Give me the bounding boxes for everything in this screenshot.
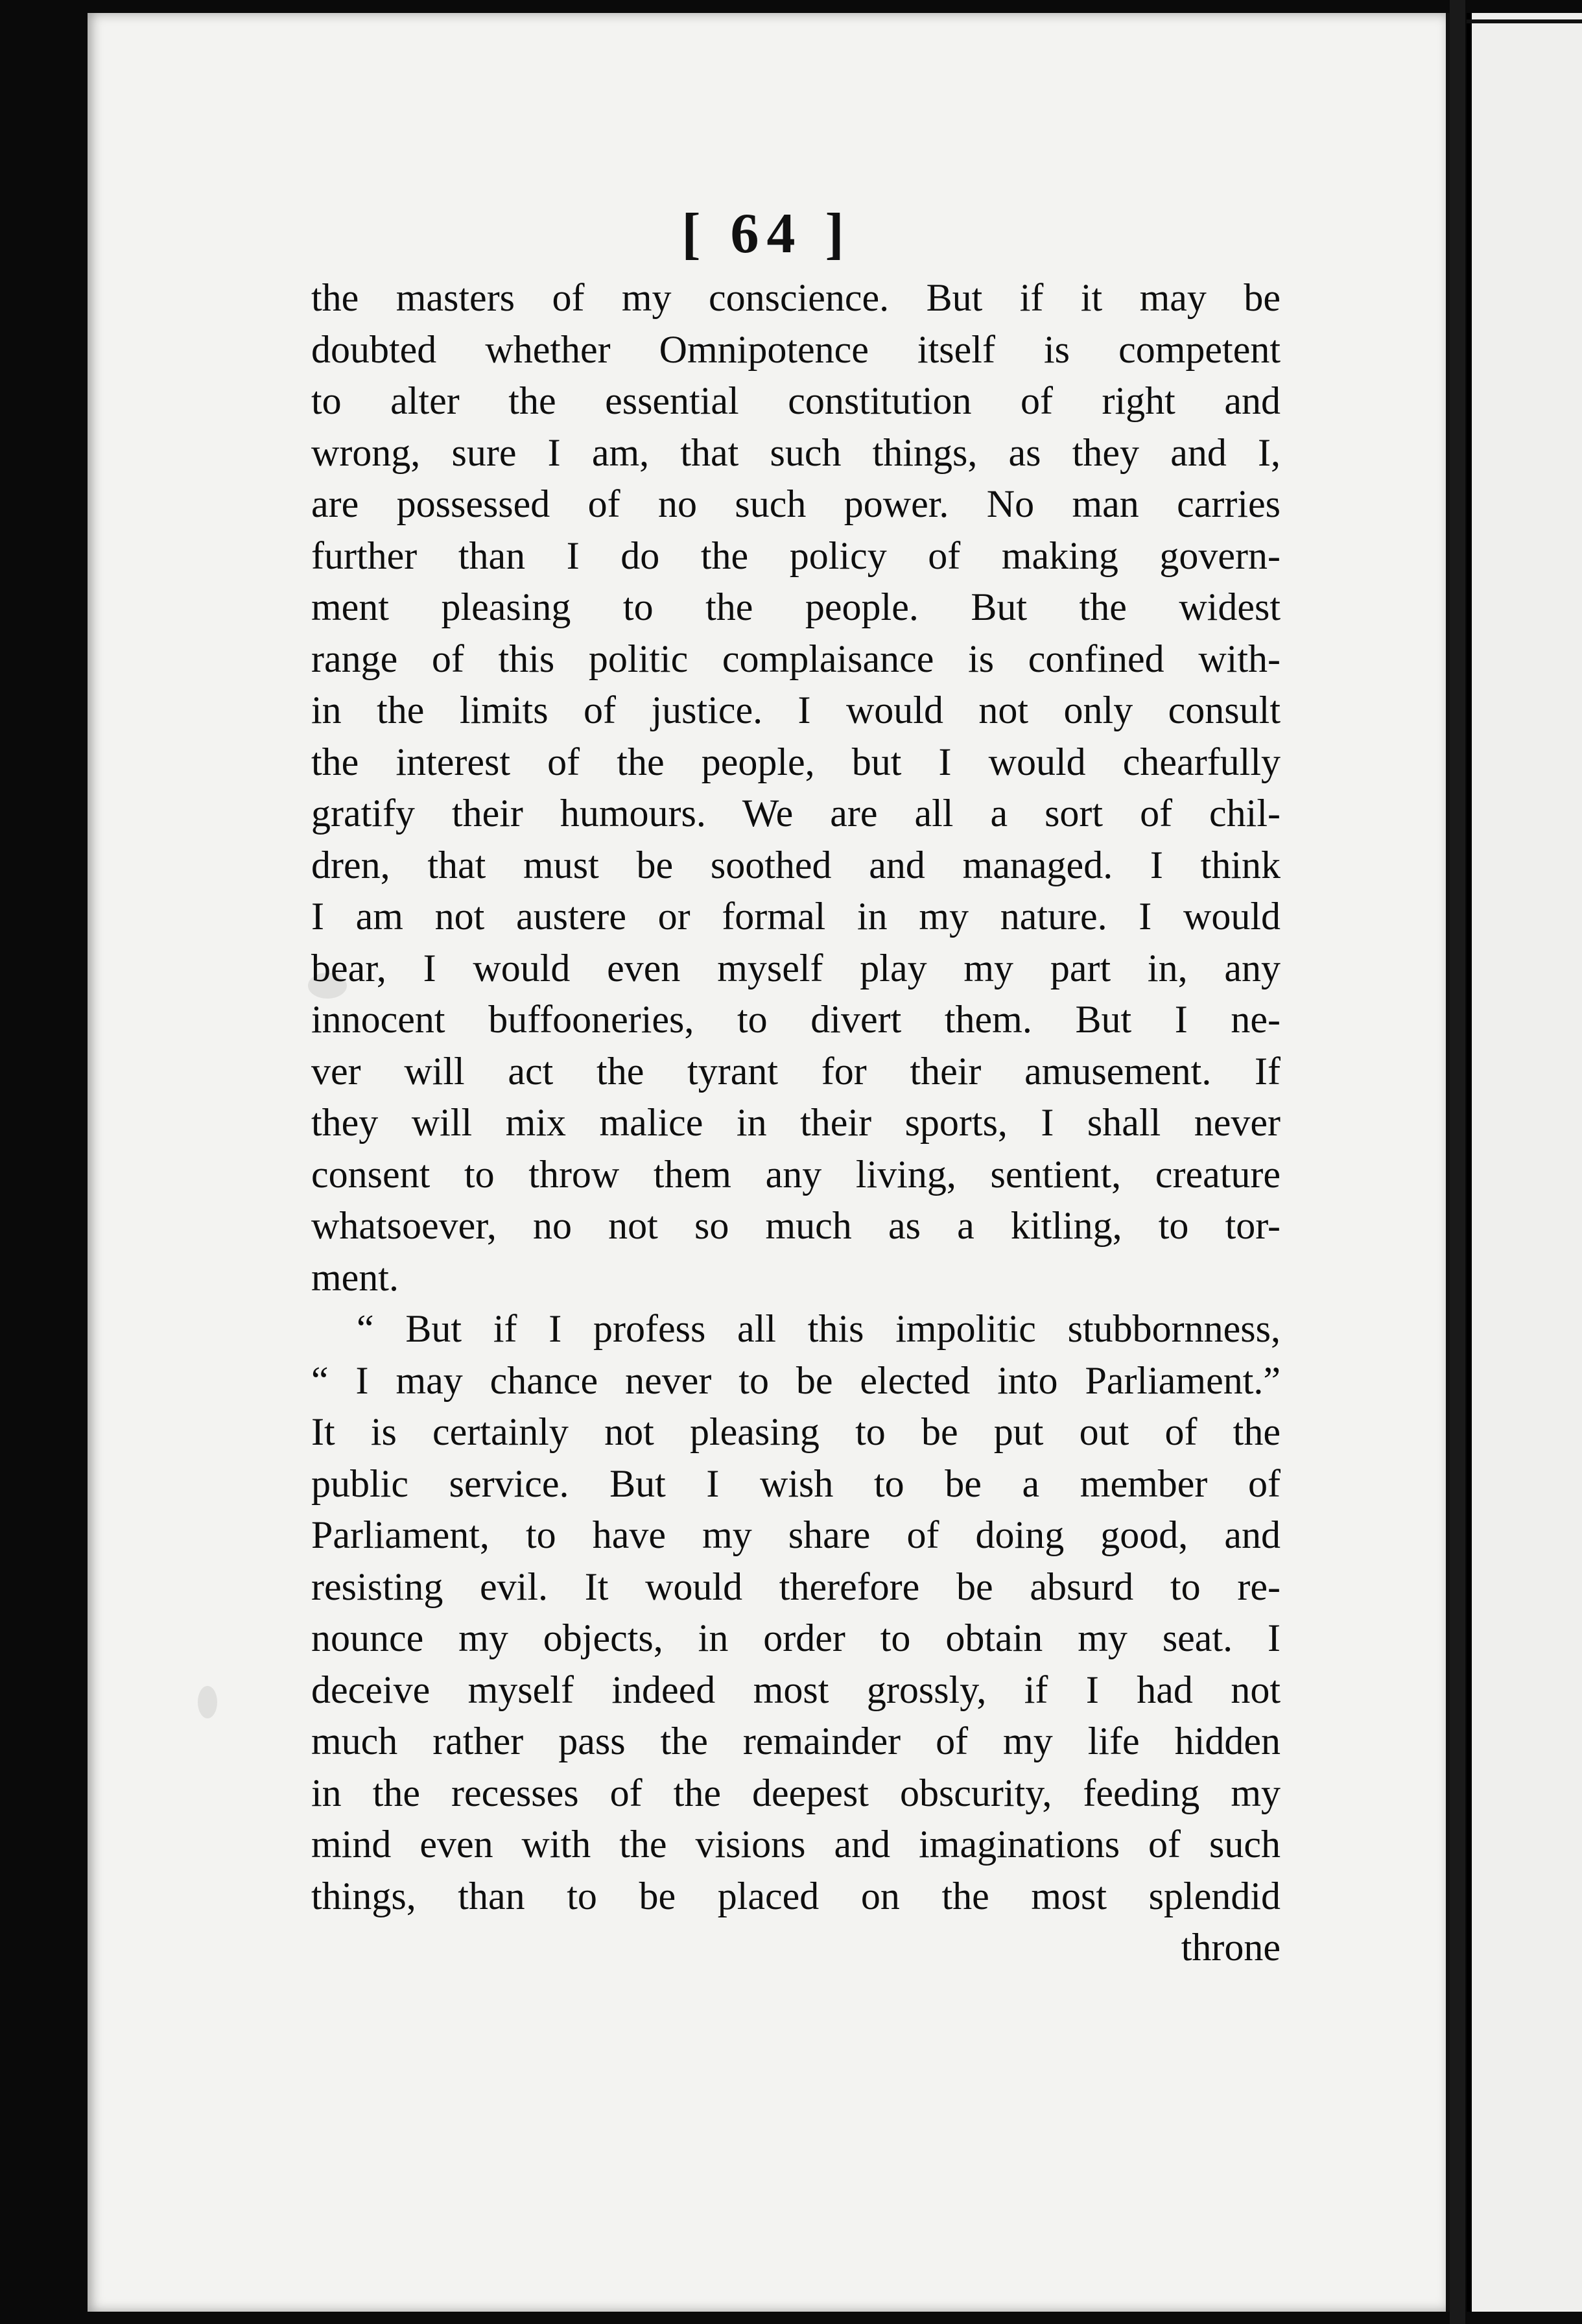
text-line: ment pleasing to the people. But the widest — [311, 586, 1281, 628]
catchword: throne — [1181, 1926, 1281, 1969]
text-line: things, than to be placed on the most splendid — [311, 1874, 1281, 1917]
text-line: range of this politic complaisance is confined with- — [311, 637, 1281, 680]
text-line: deceive myself indeed most grossly, if I had not — [311, 1668, 1281, 1711]
text-line-paragraph-end: ment. — [311, 1255, 399, 1299]
text-line: dren, that must be soothed and managed. I think — [311, 843, 1281, 886]
text-line: the masters of my conscience. But if it may be — [311, 276, 1281, 319]
text-line: further than I do the policy of making govern- — [311, 534, 1281, 577]
text-line: It is certainly not pleasing to be put out of the — [311, 1410, 1281, 1453]
text-line: gratify their humours. We are all a sort of chil- — [311, 792, 1281, 835]
text-line: bear, I would even myself play my part in, any — [311, 946, 1281, 990]
text-line: whatsoever, no not so much as a kitling, to tor- — [311, 1204, 1281, 1247]
text-line: doubted whether Omnipotence itself is competent — [311, 327, 1281, 371]
facing-page-rule — [1467, 19, 1582, 23]
page-smudge — [198, 1686, 217, 1718]
text-line: resisting evil. It would therefore be absurd to re- — [311, 1565, 1281, 1608]
text-line: consent to throw them any living, sentient, creature — [311, 1152, 1281, 1196]
text-line: nounce my objects, in order to obtain my seat. I — [311, 1617, 1281, 1659]
text-line: much rather pass the remainder of my life hidden — [311, 1720, 1281, 1762]
text-line-quote: “ But if I profess all this impolitic stubbornness, — [357, 1307, 1281, 1350]
page-number: [ 64 ] — [681, 202, 852, 265]
text-line: Parliament, to have my share of doing good, and — [311, 1513, 1281, 1556]
text-line: wrong, sure I am, that such things, as they and I, — [311, 431, 1281, 474]
text-line-quote: “ I may chance never to be elected into Parliament.” — [311, 1358, 1281, 1402]
body-text — [311, 272, 1281, 1974]
text-line: I am not austere or formal in my nature. I would — [311, 895, 1281, 938]
text-line: ver will act the tyrant for their amusement. If — [311, 1049, 1281, 1093]
text-line: are possessed of no such power. No man carries — [311, 482, 1281, 525]
text-line: to alter the essential constitution of right and — [311, 379, 1281, 422]
text-line: they will mix malice in their sports, I shall never — [311, 1101, 1281, 1144]
text-line: in the limits of justice. I would not only consult — [311, 689, 1281, 731]
facing-page-edge — [1467, 13, 1582, 2312]
text-line: in the recesses of the deepest obscurity, feeding my — [311, 1771, 1281, 1814]
text-line: the interest of the people, but I would chearfully — [311, 740, 1281, 783]
text-line: mind even with the visions and imaginations of such — [311, 1823, 1281, 1866]
text-line: public service. But I wish to be a member of — [311, 1462, 1281, 1505]
page-gutter — [1450, 0, 1465, 2324]
text-line: innocent buffooneries, to divert them. But I ne- — [311, 998, 1281, 1041]
